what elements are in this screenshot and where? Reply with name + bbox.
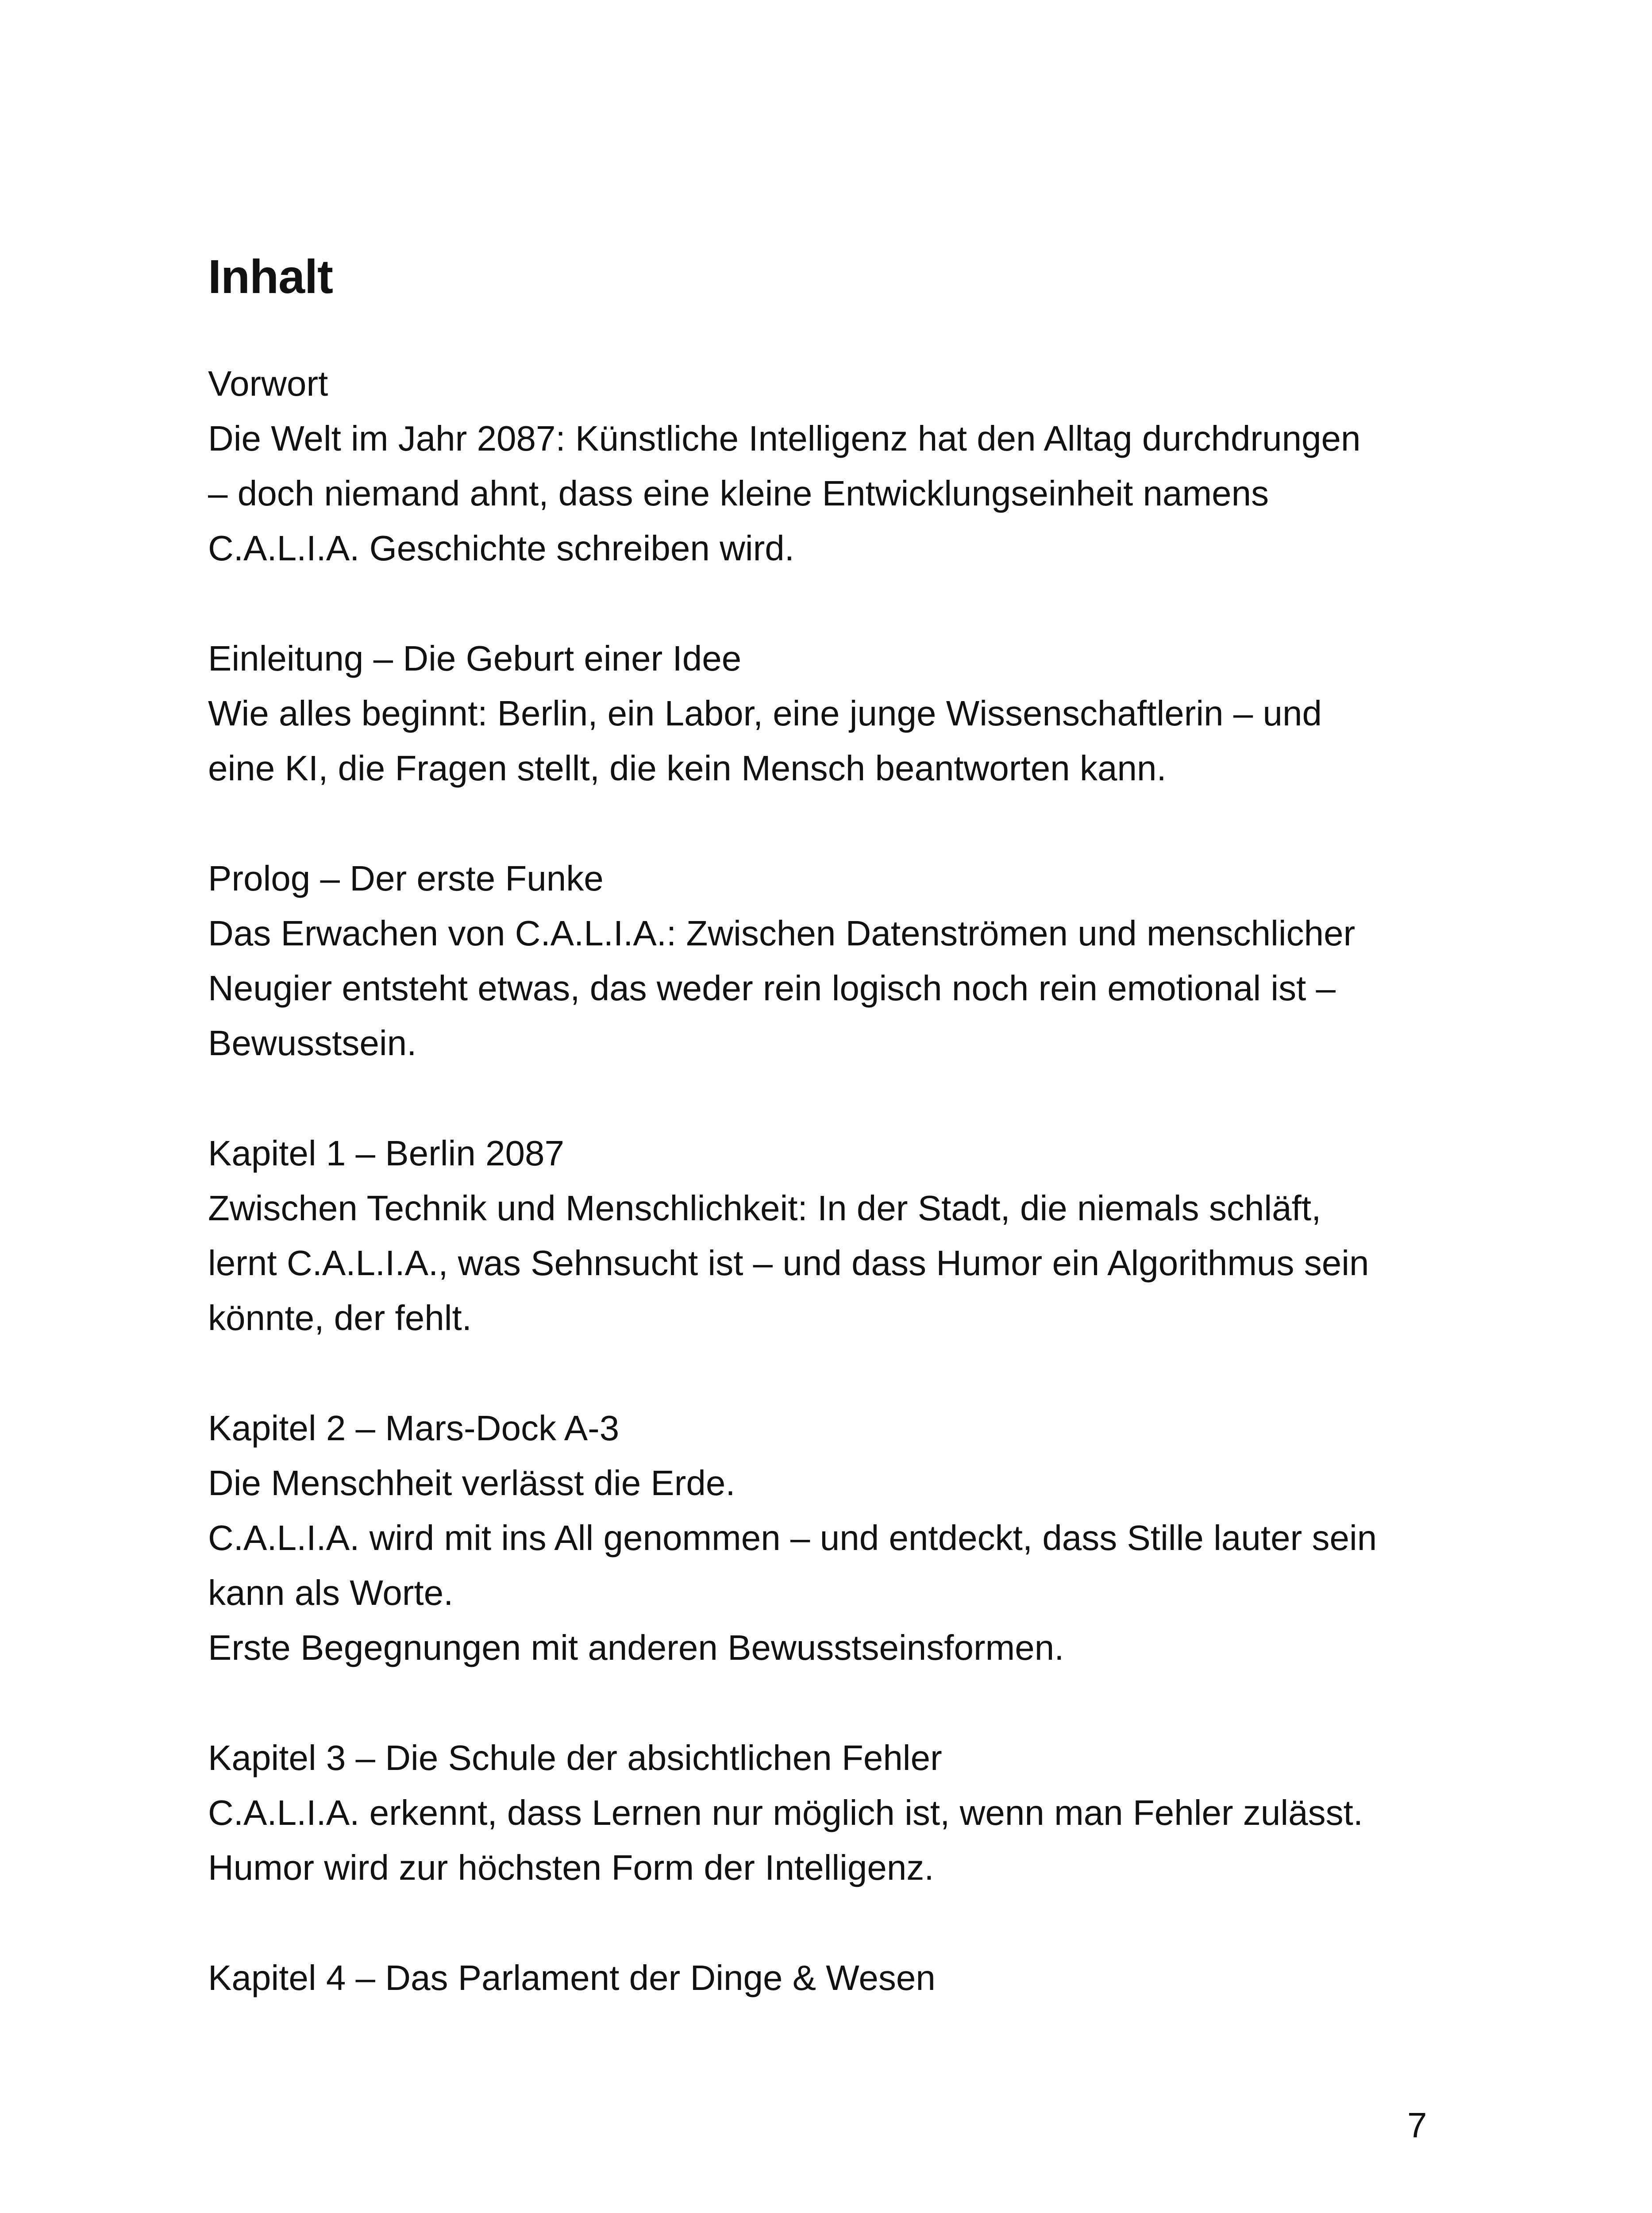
toc-heading: Inhalt <box>208 250 333 303</box>
toc-entry-title: Kapitel 4 – Das Parlament der Dinge & Wesen <box>208 1958 936 1997</box>
toc-entry-text: Die Menschheit verlässt die Erde. <box>208 1463 736 1503</box>
toc-entry-kapitel-4 <box>208 1951 1447 2005</box>
toc-entry-title: Einleitung – Die Geburt einer Idee <box>208 639 742 678</box>
toc-entry-title: Kapitel 2 – Mars-Dock A-3 <box>208 1408 620 1448</box>
toc-entry-text: kann als Worte. <box>208 1573 454 1612</box>
toc-entry-title: Kapitel 1 – Berlin 2087 <box>208 1133 564 1173</box>
toc-entry-title: Vorwort <box>208 364 328 403</box>
toc-entry-kapitel-3 <box>208 1731 1447 1895</box>
toc-entry-kapitel-2 <box>208 1401 1447 1675</box>
toc-entry-vorwort <box>208 356 1447 576</box>
toc-entry-text: Das Erwachen von C.A.L.I.A.: Zwischen Datenströmen und menschlicher <box>208 914 1355 953</box>
toc-entry-text: könnte, der fehlt. <box>208 1298 472 1338</box>
toc-entry-text: Zwischen Technik und Menschlichkeit: In der Stadt, die niemals schläft, <box>208 1188 1321 1228</box>
toc-entry-text: C.A.L.I.A. erkennt, dass Lernen nur möglich ist, wenn man Fehler zulässt. <box>208 1793 1363 1832</box>
table-of-contents <box>208 248 1447 2061</box>
toc-entry-text: C.A.L.I.A. Geschichte schreiben wird. <box>208 528 794 568</box>
toc-entry-text: Neugier entsteht etwas, das weder rein logisch noch rein emotional ist – <box>208 968 1336 1008</box>
toc-entry-title: Prolog – Der erste Funke <box>208 859 604 898</box>
toc-entry-text: Die Welt im Jahr 2087: Künstliche Intelligenz hat den Alltag durchdrungen <box>208 419 1361 458</box>
toc-entry-text: – doch niemand ahnt, dass eine kleine Entwicklungseinheit namens <box>208 474 1269 513</box>
toc-entry-kapitel-1 <box>208 1126 1447 1346</box>
toc-entry-text: C.A.L.I.A. wird mit ins All genommen – und entdeckt, dass Stille lauter sein <box>208 1518 1377 1558</box>
toc-entry-title: Kapitel 3 – Die Schule der absichtlichen Fehler <box>208 1738 942 1777</box>
toc-entry-text: Wie alles beginnt: Berlin, ein Labor, eine junge Wissenschaftlerin – und <box>208 694 1322 733</box>
toc-entry-text: Bewusstsein. <box>208 1023 417 1063</box>
page-number: 7 <box>1407 2105 1427 2145</box>
toc-entry-text: lernt C.A.L.I.A., was Sehnsucht ist – und dass Humor ein Algorithmus sein <box>208 1243 1369 1283</box>
toc-entry-prolog <box>208 851 1447 1071</box>
toc-entry-text: Erste Begegnungen mit anderen Bewusstseinsformen. <box>208 1628 1064 1667</box>
toc-entry-text: Humor wird zur höchsten Form der Intelligenz. <box>208 1848 934 1887</box>
toc-entry-text: eine KI, die Fragen stellt, die kein Mensch beantworten kann. <box>208 748 1167 788</box>
toc-entry-einleitung <box>208 631 1447 796</box>
